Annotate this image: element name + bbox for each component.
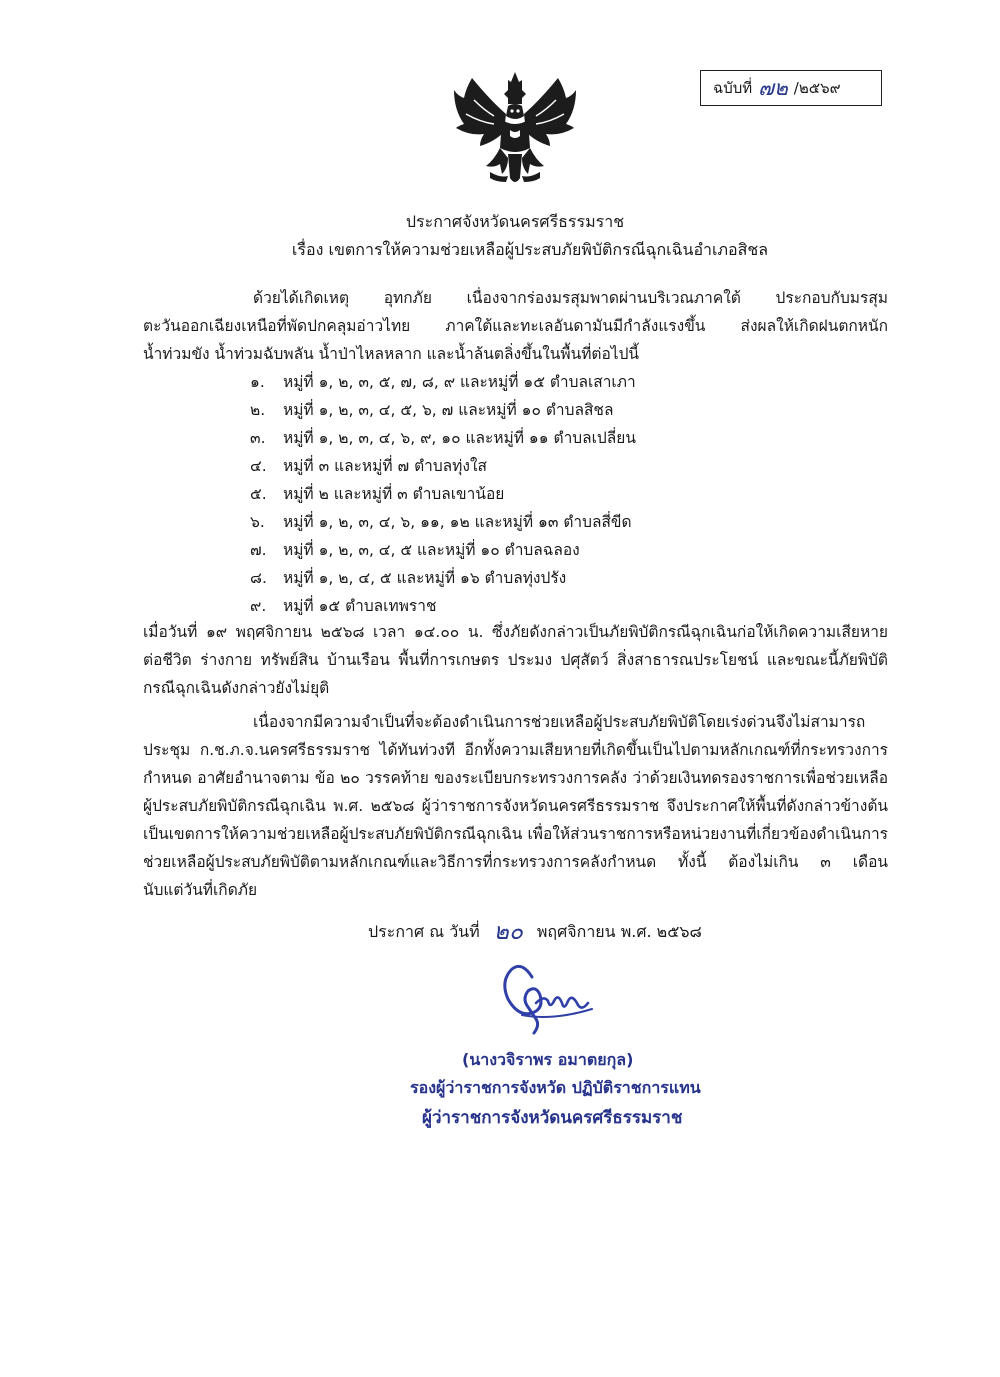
list-item-number: ๘. (250, 569, 267, 587)
paragraph-3-line: เป็นเขตการให้ความช่วยเหลือผู้ประสบภัยพิบัติกรณีฉุกเฉิน เพื่อให้ส่วนราชการหรือหน่วยงานที่เกี่ยวข้องดำเนินการ (143, 825, 888, 843)
list-item-text: หมู่ที่ ๑, ๒, ๓, ๕, ๗, ๘, ๙ และหมู่ที่ ๑๕ ตำบลเสาเภา (283, 373, 636, 391)
document-number-box (700, 70, 882, 106)
list-item-text: หมู่ที่ ๑, ๒, ๓, ๔, ๕, ๖, ๗ และหมู่ที่ ๑๐ ตำบลสิชล (283, 401, 614, 419)
paragraph-3-line: กำหนด อาศัยอำนาจตาม ข้อ ๒๐ วรรคท้าย ของระเบียบกระทรวงการคลัง ว่าด้วยเงินทดรองราชการเพื่อช่วยเหลือ (143, 769, 888, 787)
list-item-number: ๕. (250, 485, 267, 503)
list-item-number: ๓. (250, 429, 266, 447)
announcement-date (368, 914, 702, 950)
paragraph-3-line: ผู้ประสบภัยพิบัติกรณีฉุกเฉิน พ.ศ. ๒๕๖๘ ผู้ว่าราชการจังหวัดนครศรีธรรมราช จึงประกาศให้พื้นที่ดังกล่าวข้างต้น (143, 797, 888, 815)
signatory-office: ผู้ว่าราชการจังหวัดนครศรีธรรมราช (422, 1108, 683, 1128)
list-item (250, 564, 636, 592)
list-item-number: ๒. (250, 401, 266, 419)
list-item (250, 592, 636, 620)
list-item-text: หมู่ที่ ๑, ๒, ๔, ๕ และหมู่ที่ ๑๖ ตำบลทุ่งปรัง (283, 569, 567, 587)
list-item (250, 424, 636, 452)
paragraph-1 (143, 284, 888, 368)
list-item (250, 536, 636, 564)
signatory-name: (นางวจิราพร อมาตยกุล) (462, 1050, 634, 1069)
paragraph-1-line: ตะวันออกเฉียงเหนือที่พัดปกคลุมอ่าวไทย ภาคใต้และทะเลอันดามันมีกำลังแรงขึ้น ส่งผลให้เกิดฝนตกหนัก (143, 317, 888, 335)
document-number-prefix: ฉบับที่ (713, 79, 753, 97)
handwritten-signature-icon (492, 955, 602, 1040)
list-item-number: ๖. (250, 513, 265, 531)
list-item-number: ๗. (250, 541, 267, 559)
list-item-number: ๙. (250, 597, 267, 615)
affected-areas-list (250, 368, 636, 620)
list-item (250, 480, 636, 508)
signatory-position: รองผู้ว่าราชการจังหวัด ปฏิบัติราชการแทน (410, 1078, 701, 1097)
paragraph-2-line: กรณีฉุกเฉินดังกล่าวยังไม่ยุติ (143, 679, 330, 697)
list-item (250, 508, 636, 536)
announcement-title: ประกาศจังหวัดนครศรีธรรมราช (405, 212, 625, 231)
list-item-text: หมู่ที่ ๑๕ ตำบลเทพราช (283, 597, 437, 615)
paragraph-3-line: ประชุม ก.ช.ภ.จ.นครศรีธรรมราช ได้ทันท่วงที อีกทั้งความเสียหายที่เกิดขึ้นเป็นไปตามหลักเกณฑ์ที่กระทรวงการ (143, 741, 888, 759)
paragraph-3 (143, 708, 888, 904)
paragraph-1-line: ด้วยได้เกิดเหตุ อุทกภัย เนื่องจากร่องมรสุมพาดผ่านบริเวณภาคใต้ ประกอบกับมรสุม (253, 289, 888, 307)
paragraph-3-line: ช่วยเหลือผู้ประสบภัยพิบัติตามหลักเกณฑ์และวิธีการที่กระทรวงการคลังกำหนด ทั้งนี้ ต้องไม่เกิน ๓ เดือน (143, 853, 888, 871)
list-item (250, 396, 636, 424)
list-item (250, 452, 636, 480)
list-item-number: ๑. (250, 373, 265, 391)
list-item (250, 368, 636, 396)
paragraph-1-line: น้ำท่วมขัง น้ำท่วมฉับพลัน น้ำป่าไหลหลาก และน้ำล้นตลิ่งขึ้นในพื้นที่ต่อไปนี้ (143, 345, 640, 363)
paragraph-2-line: เมื่อวันที่ ๑๙ พฤศจิกายน ๒๕๖๘ เวลา ๑๔.๐๐ น. ซึ่งภัยดังกล่าวเป็นภัยพิบัติกรณีฉุกเฉินก่อให้เกิดความเสียหาย (143, 623, 888, 641)
date-prefix: ประกาศ ณ วันที่ (368, 921, 480, 941)
announcement-subject: เรื่อง เขตการให้ความช่วยเหลือผู้ประสบภัยพิบัติกรณีฉุกเฉินอำเภอสิชล (291, 240, 769, 259)
document-number-year: /๒๕๖๙ (793, 79, 841, 97)
date-month-year: พฤศจิกายน พ.ศ. ๒๕๖๘ (536, 921, 702, 941)
date-day: ๒๐ (493, 919, 523, 945)
list-item-number: ๔. (250, 457, 267, 475)
list-item-text: หมู่ที่ ๑, ๒, ๓, ๔, ๖, ๑๑, ๑๒ และหมู่ที่ ๑๓ ตำบลสี่ขีด (283, 513, 632, 531)
list-item-text: หมู่ที่ ๒ และหมู่ที่ ๓ ตำบลเขาน้อย (283, 485, 505, 503)
document-number-value: ๗๒ (758, 75, 788, 100)
list-item-text: หมู่ที่ ๑, ๒, ๓, ๔, ๖, ๙, ๑๐ และหมู่ที่ ๑๑ ตำบลเปลี่ยน (283, 429, 636, 447)
garuda-emblem-icon (450, 70, 580, 188)
paragraph-2-line: ต่อชีวิต ร่างกาย ทรัพย์สิน บ้านเรือน พื้นที่การเกษตร ประมง ปศุสัตว์ สิ่งสาธารณประโยชน์ และขณะนี้ภัยพิบัติ (143, 651, 888, 669)
list-item-text: หมู่ที่ ๑, ๒, ๓, ๔, ๕ และหมู่ที่ ๑๐ ตำบลฉลอง (283, 541, 580, 559)
paragraph-3-line: นับแต่วันที่เกิดภัย (143, 881, 258, 899)
paragraph-3-line: เนื่องจากมีความจำเป็นที่จะต้องดำเนินการช่วยเหลือผู้ประสบภัยพิบัติโดยเร่งด่วนจึงไม่สามารถ (253, 713, 866, 731)
list-item-text: หมู่ที่ ๓ และหมู่ที่ ๗ ตำบลทุ่งใส (283, 457, 487, 475)
paragraph-2 (143, 618, 888, 702)
